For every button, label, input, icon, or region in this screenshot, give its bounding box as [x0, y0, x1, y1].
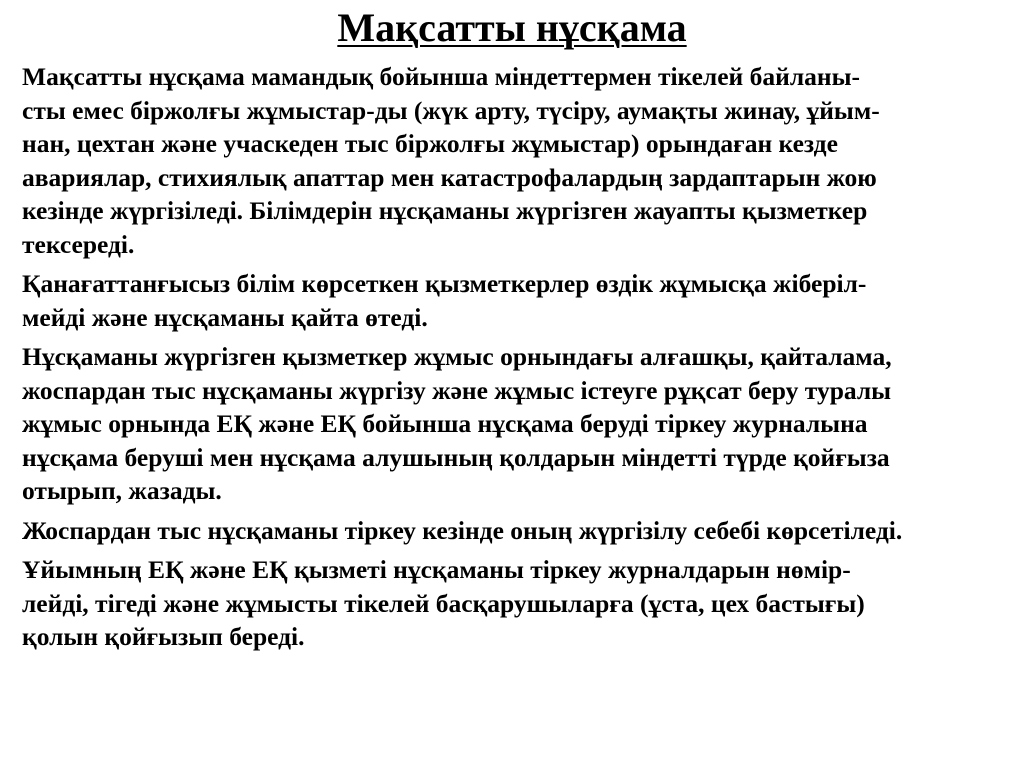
text-line: Жоспардан тыс нұсқаманы тіркеу кезінде оның жүргізілу себебі көрсетіледі. [22, 515, 903, 545]
slide-body [22, 60, 1012, 660]
text-line: тексереді. [22, 229, 135, 259]
text-line: мейді және нұсқаманы қайта өтеді. [22, 302, 428, 332]
text-line: жоспардан тыс нұсқаманы жүргізу және жұмыс істеуге рұқсат беру туралы [22, 375, 892, 405]
text-line: жұмыс орнында ЕҚ және ЕҚ бойынша нұсқама беруді тіркеу журналына [22, 409, 868, 438]
text-line: лейді, тігеді және жұмысты тікелей басқарушыларға (ұста, цех бастығы) [22, 588, 865, 618]
text-line: авариялар, стихиялық апаттар мен катастрофалардың зардаптарын жою [22, 162, 877, 192]
text-line: Қанағаттанғысыз білім көрсеткен қызметкерлер өздік жұмысқа жіберіл- [22, 269, 867, 298]
text-line: Нұсқаманы жүргізген қызметкер жұмыс орнындағы алғашқы, қайталама, [22, 342, 892, 371]
text-line: Мақсатты нұсқама мамандық бойынша міндеттермен тікелей байланы- [22, 62, 860, 91]
text-line: нан, цехтан және учаскеден тыс біржолғы жұмыстар) орындаған кезде [22, 129, 838, 158]
text-line: кезінде жүргізіледі. Білімдерін нұсқаманы жүргізген жауапты қызметкер [22, 196, 868, 225]
slide-title: Мақсатты нұсқама [337, 5, 687, 50]
text-line: қолын қойғызып береді. [22, 622, 305, 651]
paragraph-registration-journal [22, 340, 1012, 508]
text-line: отырып, жазады. [22, 476, 222, 505]
paragraph-journal-numbering [22, 553, 1012, 654]
paragraph-unsatisfactory-knowledge [22, 267, 1012, 334]
text-line: сты емес біржолғы жұмыстар-ды (жүк арту, түсіру, аумақты жинау, ұйым- [22, 95, 880, 125]
text-line: нұсқама беруші мен нұсқама алушының қолдарын міндетті түрде қойғыза [22, 442, 890, 472]
paragraph-unscheduled-reason [22, 514, 1012, 548]
text-line: Ұйымның ЕҚ және ЕҚ қызметі нұсқаманы тіркеу журналдарын нөмір- [22, 555, 851, 584]
paragraph-targeted-briefing-definition [22, 60, 1012, 261]
